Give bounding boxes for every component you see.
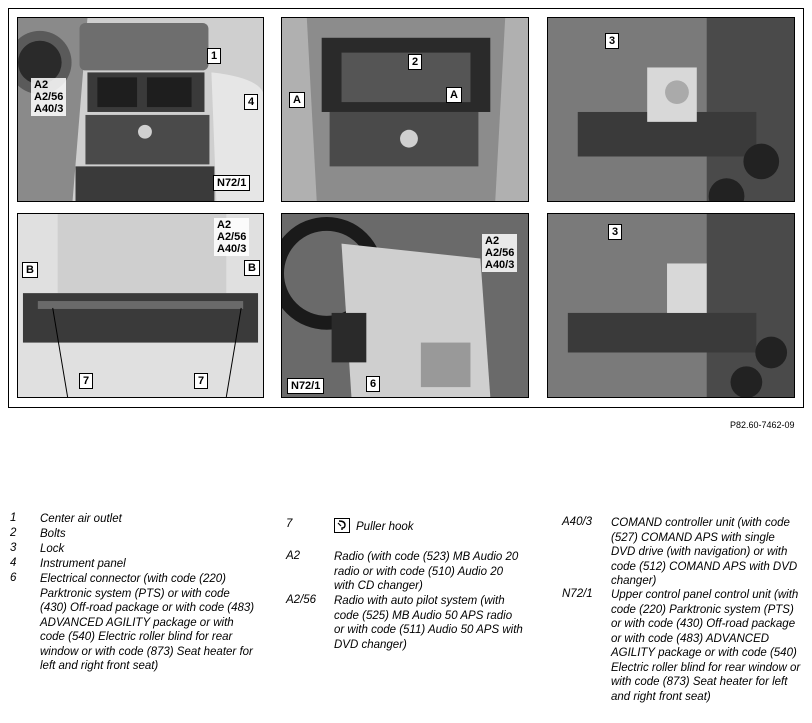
legend-text: Upper control panel control unit (with code (220) Parktronic system (PTS) or with code (430) Off-road package or with code (483) ADVANCED AGILITY package or with code (540) Electric roller blind for rear window or with code (873) Seat heater for left and right front seat): [611, 589, 801, 703]
callout-7-right: 7: [194, 373, 208, 389]
legend-code: 7: [286, 518, 293, 530]
legend-text: Radio with auto pilot system (with code (525) MB Audio 50 APS radio or with code (511) Audio 50 APS with DVD changer): [334, 595, 523, 651]
legend-text: Radio (with code (523) MB Audio 20 radio or with code (510) Audio 20 with CD changer): [334, 551, 519, 592]
callout-6: 6: [366, 376, 380, 392]
callout-7-left: 7: [79, 373, 93, 389]
callout-b-left: B: [22, 262, 38, 278]
callout-a2-group: A2 A2/56 A40/3: [482, 234, 517, 272]
photo-lock-detail: [547, 17, 795, 202]
photo-lock-released: [547, 213, 795, 398]
callout-b-right: B: [244, 260, 260, 276]
legend-text-wrap: [334, 518, 524, 535]
legend-text: Electrical connector (with code (220) Parktronic system (PTS) or with code (430) Off-road package or with code (483) ADVANCED AGILITY package or with code (540) Electric roller blind for rear window or with code (873) Seat heater for left and right front seat): [40, 573, 255, 672]
callout-2: 2: [408, 54, 422, 70]
callout-1: 1: [207, 48, 221, 64]
callout-a2-group: A2 A2/56 A40/3: [214, 218, 249, 256]
legend-text: COMAND controller unit (with code (527) COMAND APS with single DVD drive (with navigation) or with code (512) COMAND APS with DVD changer): [611, 517, 798, 587]
callout-3-bottom: 3: [608, 224, 622, 240]
legend-code: A2: [286, 550, 301, 562]
callout-a-left: A: [289, 92, 305, 108]
callout-4: 4: [244, 94, 258, 110]
legend-text: Bolts: [40, 528, 66, 540]
legend-code: 1: [10, 512, 17, 524]
legend-text: Instrument panel: [40, 558, 126, 570]
legend-code: 2: [10, 527, 17, 539]
callout-a2-group: A2 A2/56 A40/3: [31, 78, 66, 116]
legend-code: N72/1: [562, 588, 593, 600]
callout-n72-1: N72/1: [287, 378, 324, 394]
legend-text: Center air outlet: [40, 513, 122, 525]
legend-code: 6: [10, 572, 17, 584]
legend-code: A2/56: [286, 594, 317, 606]
legend-code: 3: [10, 542, 17, 554]
legend-text: Lock: [40, 543, 65, 555]
photo-console-opening: [281, 17, 529, 202]
puller-hook-tool-icon: [334, 518, 350, 533]
legend-code: A40/3: [562, 516, 593, 528]
callout-n72-1: N72/1: [213, 175, 250, 191]
legend-text: Puller hook: [356, 521, 414, 533]
legend-code: 4: [10, 557, 17, 569]
callout-3-top: 3: [605, 33, 619, 49]
callout-a-right: A: [446, 87, 462, 103]
figure-reference: P82.60-7462-09: [730, 420, 795, 430]
